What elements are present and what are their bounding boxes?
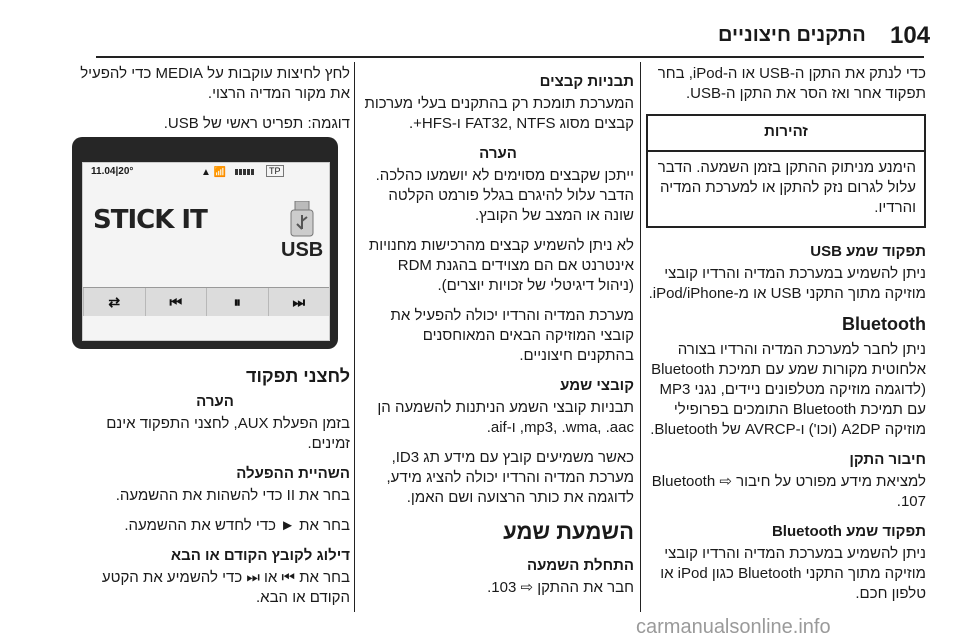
bt-function-text: ניתן להשמיע במערכת המדיה והרדיו קובצי מוזיקה מתוך התקני Bluetooth כגון iPod או טלפון חכם. — [660, 545, 926, 602]
skip-heading: דילוג לקובץ הקודם או הבא — [170, 547, 350, 564]
start-play-text: חבר את ההתקן ⇨ 103. — [487, 579, 634, 596]
aux-note-text: בזמן הפעלת AUX, לחצני התפקוד אינם זמינים. — [106, 415, 350, 452]
column-divider-right — [640, 62, 641, 612]
tp-badge: TP — [266, 165, 284, 177]
note-heading: הערה — [479, 145, 517, 162]
control-bar — [83, 287, 329, 316]
warning-text: הימנע מניתוק ההתקן בזמן השמעה. הדבר עלול לגרום נזק להתקן או למערכת המדיה והרדיו. — [657, 159, 916, 216]
column-left-lower — [80, 366, 350, 618]
column-right — [646, 64, 926, 614]
connect-text: למציאת מידע מפורט על חיבור Bluetooth ⇨ 107. — [651, 473, 926, 510]
clock-readout: 11.04|20° — [91, 166, 134, 177]
warning-box — [646, 114, 926, 228]
pause-icon[interactable]: ⏸ — [206, 288, 268, 316]
column-middle — [362, 64, 634, 608]
warning-title: זהירות — [648, 116, 924, 152]
connect-heading: חיבור התקן — [849, 451, 926, 468]
radio-display-figure — [72, 137, 338, 349]
buttons-note-heading: הערה — [196, 393, 234, 410]
bluetooth-text: ניתן לחבר למערכת המדיה והרדיו בצורה אלחוטית מקורות שמע עם תמיכת Bluetooth (לדוגמה מוזיקה מטלפונים ניידים, נגני MP3 עם תמיכת Bluetooth התומכים בפרופילי מוזיקה A2DP (וכו') ו-AVRCP של Bluetooth. — [650, 341, 926, 438]
display-screen — [82, 162, 330, 341]
play-audio-heading: השמעת שמע — [503, 519, 634, 544]
bt-function-heading: תפקוד שמע Bluetooth — [771, 523, 926, 540]
column-divider-left — [354, 62, 355, 612]
header-rule — [96, 56, 924, 58]
track-title: STICK IT — [93, 205, 207, 235]
battery-icon — [235, 169, 255, 175]
audio-files-text: תבניות קובצי השמע הניתנות להשמעה הן mp3, .wma, .aac, ו-aif. — [377, 399, 634, 436]
page-header — [0, 0, 960, 54]
usb-stick-icon — [285, 201, 319, 237]
start-play-heading: התחלת השמעה — [527, 557, 634, 574]
media-intro: לחץ לחיצות עוקבות על MEDIA כדי להפעיל את מקור המדיה הרצוי. — [80, 65, 350, 102]
usb-function-text: ניתן להשמיע במערכת המדיה והרדיו קובצי מוזיקה מתוך התקני USB או מ-iPod/iPhone. — [648, 265, 926, 302]
buttons-heading: לחצני תפקוד — [245, 366, 350, 386]
status-bar — [83, 163, 329, 183]
formats-heading: תבניות קבצים — [539, 73, 634, 90]
column-left — [80, 64, 350, 144]
note-text-3: מערכת המדיה והרדיו יכולה להפעיל את קובצי המוזיקה הבאים המאוחסנים בהתקנים חיצוניים. — [390, 307, 634, 364]
pause-heading: השהיית ההפעלה — [236, 465, 350, 482]
resume-text: בחר את ► כדי לחדש את ההשמעה. — [124, 517, 350, 534]
disconnect-paragraph: כדי לנתק את התקן ה-USB או ה-iPod, בחר תפקוד אחר ואז הסר את התקן ה-USB. — [657, 65, 926, 102]
watermark: carmanualsonline.info — [636, 616, 831, 638]
page-title: התקנים חיצוניים — [718, 24, 866, 46]
note-text-1: ייתכן שקבצים מסוימים לא יושמעו כהלכה. הדבר עלול להיגרם בגלל פורמט הקלטה שונה או המצב של הקובץ. — [375, 167, 634, 224]
next-icon[interactable]: ⏭ — [268, 288, 330, 316]
usb-source-label: USB — [281, 239, 324, 261]
skip-text: בחר את ⏮ או ⏭ כדי להשמיע את הקטע הקודם או הבא. — [101, 569, 350, 606]
usb-function-heading: תפקוד שמע USB — [810, 243, 926, 260]
shuffle-icon[interactable]: ⇄ — [83, 288, 145, 316]
signal-icon: ▲ 📶 — [201, 167, 227, 178]
note-text-2: לא ניתן להשמיע קבצים מהרכישות מחנויות אינטרנט אם הם מצוידים בהגנת RDM (ניהול דיגיטלי של זכויות יוצרים). — [368, 237, 634, 294]
example-caption: דוגמה: תפריט ראשי של USB. — [163, 115, 350, 132]
pause-text: בחר את II כדי להשהות את ההשמעה. — [115, 487, 350, 504]
id3-text: כאשר משמיעים קובץ עם מידע תג ID3, מערכת המדיה והרדיו יכולה להציג מידע, לדוגמה את כותר הרצועה ושם האמן. — [386, 449, 634, 506]
bluetooth-heading: Bluetooth — [842, 314, 926, 334]
audio-files-heading: קובצי שמע — [560, 377, 634, 394]
formats-text: המערכת תומכת רק בהתקנים בעלי מערכות קבצים מסוג FAT32, NTFS ו-HFS+. — [364, 95, 634, 132]
previous-icon[interactable]: ⏮ — [145, 288, 207, 316]
page-number: 104 — [890, 22, 931, 49]
